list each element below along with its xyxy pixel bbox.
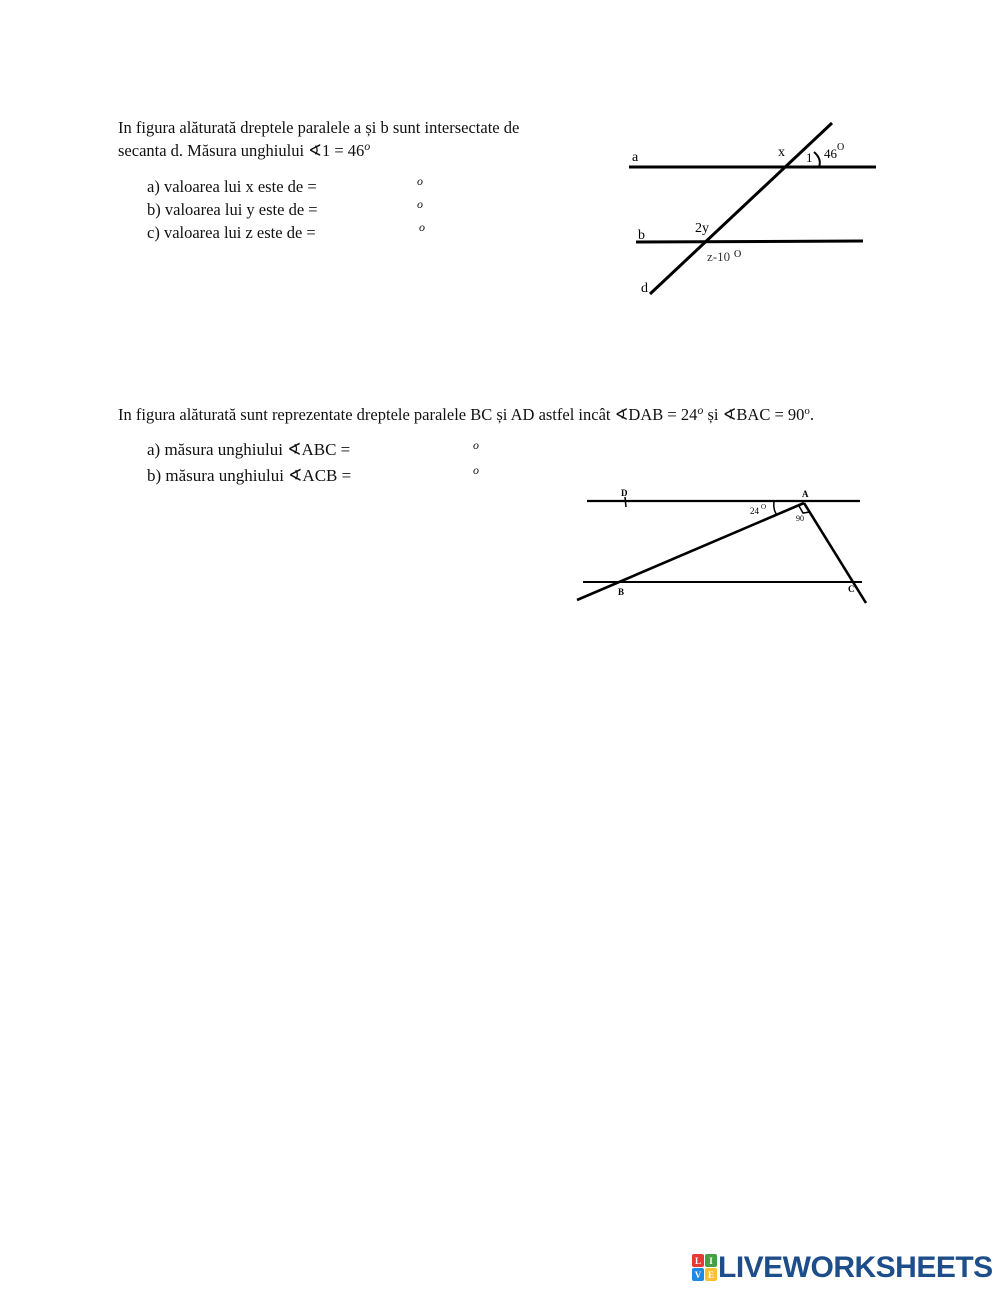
label-24-degree: O	[761, 503, 767, 511]
label-46: 46	[824, 146, 837, 161]
label-z: z-10	[707, 249, 731, 264]
label-c: C	[848, 584, 855, 594]
answer-input-acb[interactable]	[385, 465, 465, 485]
degree-sup-acb: o	[473, 463, 479, 477]
degree-sup-b: o	[417, 197, 423, 211]
degree-sup-c: o	[419, 220, 425, 234]
liveworksheets-logo	[692, 1253, 993, 1283]
label-d: D	[621, 488, 628, 498]
exercise2-item-b: b) măsura unghiului ∢ACB =	[147, 466, 352, 485]
exercise1-item-c: c) valoarea lui z este de =	[147, 223, 316, 242]
angle-arc-1	[814, 152, 820, 167]
degree-sup-abc: o	[473, 438, 479, 452]
angle-arc-24	[774, 502, 777, 515]
label-2y: 2y	[695, 221, 709, 236]
answer-input-abc[interactable]	[385, 439, 465, 459]
label-90: 90	[796, 514, 804, 523]
svg-text:V: V	[694, 1270, 702, 1280]
line-ac	[804, 503, 866, 603]
degree-sup-90: o	[804, 405, 810, 417]
svg-text:E: E	[707, 1270, 715, 1280]
label-d: d	[641, 281, 648, 296]
secant-d	[650, 123, 832, 294]
label-z-degree: O	[734, 249, 742, 260]
exercise2-intro-text: In figura alăturată sunt reprezentate dreptele paralele BC și AD astfel incât ∢DAB = 24	[118, 405, 698, 424]
label-1: 1	[806, 150, 813, 165]
label-46-degree: O	[837, 142, 845, 153]
exercise2-item-a: a) măsura unghiului ∢ABC =	[147, 440, 351, 459]
liveworksheets-badge-icon	[692, 1254, 718, 1282]
exercise2-intro-end: .	[809, 405, 815, 424]
exercise1-item-a: a) valoarea lui x este de =	[147, 177, 317, 196]
label-a: a	[632, 150, 639, 165]
label-24: 24	[750, 506, 759, 516]
degree-sup: o	[364, 139, 371, 153]
line-b	[636, 241, 863, 242]
label-b: B	[618, 587, 625, 597]
exercise2-intro-mid: și ∢BAC = 90	[703, 405, 805, 424]
exercise1-intro-line2	[118, 140, 370, 163]
svg-text:I: I	[709, 1256, 713, 1266]
exercise2-intro	[118, 404, 814, 428]
parallel-lines-figure-1	[620, 115, 890, 305]
degree-sup-a: o	[417, 174, 423, 188]
exercise1-intro-line2-text: secanta d. Măsura unghiului ∢1 = 46	[118, 141, 365, 160]
answer-input-y[interactable]	[336, 199, 416, 219]
tick-d	[625, 497, 626, 507]
exercise1-item-b: b) valoarea lui y este de =	[147, 200, 318, 219]
label-a: A	[802, 489, 809, 499]
line-ab	[577, 503, 804, 600]
answer-input-x[interactable]	[336, 176, 416, 196]
label-b: b	[638, 228, 645, 243]
svg-text:L: L	[694, 1256, 702, 1266]
degree-sup-24: o	[697, 403, 704, 417]
triangle-figure-2	[570, 485, 870, 610]
liveworksheets-logo-text: LIVEWORKSHEETS	[718, 1251, 993, 1284]
label-x: x	[778, 145, 785, 160]
answer-input-z[interactable]	[336, 222, 416, 242]
exercise1-intro-line1: In figura alăturată dreptele paralele a și b sunt intersectate de	[118, 118, 520, 137]
